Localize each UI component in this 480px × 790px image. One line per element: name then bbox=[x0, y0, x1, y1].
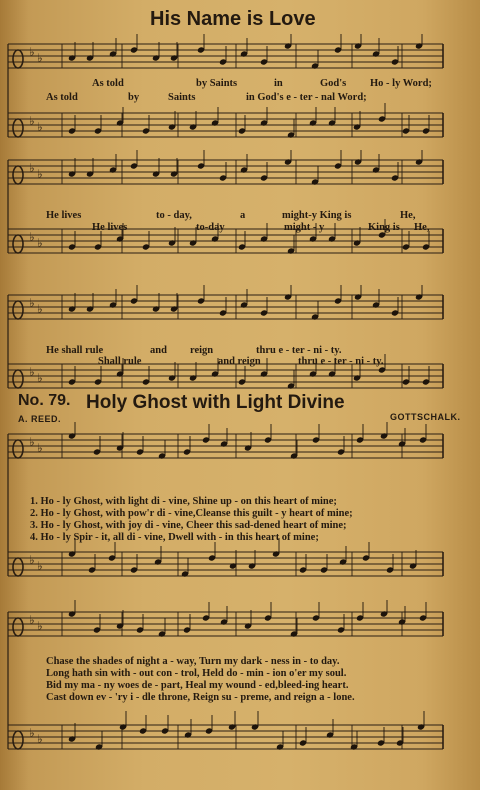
flat-icon: ♭ bbox=[37, 371, 43, 385]
flat-icon: ♭ bbox=[29, 613, 35, 627]
lyric-word: As told bbox=[46, 92, 78, 103]
lyric-word: in God's e - ter - nal Word; bbox=[246, 92, 367, 103]
lyric-word: Shall rule bbox=[98, 356, 142, 367]
lyric-word: in bbox=[274, 78, 283, 89]
flat-icon: ♭ bbox=[37, 167, 43, 181]
verse-line: Bid my ma - ny woes de - part, Heal my wound - ed,bleed-ing heart. bbox=[46, 680, 349, 691]
lyric-line: As told bbox=[92, 78, 124, 89]
clef-icon bbox=[13, 235, 23, 253]
lyric-word: to-day bbox=[196, 222, 225, 233]
hymn-title: His Name is Love bbox=[150, 8, 316, 30]
clef-icon bbox=[13, 731, 23, 749]
lyric-word: King is bbox=[368, 222, 400, 233]
lyric-word: to - day, bbox=[156, 210, 192, 221]
clef-icon bbox=[13, 558, 23, 576]
lyric-word: might - y bbox=[284, 222, 325, 233]
clef-icon bbox=[13, 618, 23, 636]
lyric-word: God's bbox=[320, 78, 347, 89]
verse-line: 4. Ho - ly Spir - it, all di - vine, Dwell with - in this heart of mine; bbox=[30, 532, 319, 543]
hymn-number: No. 79. bbox=[18, 392, 71, 409]
lyric-word: a bbox=[240, 210, 246, 221]
flat-icon: ♭ bbox=[29, 435, 35, 449]
lyric-word: might-y King is bbox=[282, 210, 352, 221]
clef-icon bbox=[13, 166, 23, 184]
lyric-word: by bbox=[128, 92, 140, 103]
flat-icon: ♭ bbox=[29, 553, 35, 567]
flat-icon: ♭ bbox=[37, 441, 43, 455]
lyric-word: He lives bbox=[92, 222, 128, 233]
verse-line: Cast down ev - 'ry i - dle throne, Reign su - preme, and reign a - lone. bbox=[46, 692, 355, 703]
verse-line: 2. Ho - ly Ghost, with pow'r di - vine,Cleanse this guilt - y heart of mine; bbox=[30, 508, 353, 519]
verse-line: Chase the shades of night a - way, Turn my dark - ness in - to day. bbox=[46, 656, 340, 667]
lyric-word: and bbox=[150, 345, 167, 356]
flat-icon: ♭ bbox=[29, 45, 35, 59]
clef-icon bbox=[13, 119, 23, 137]
lyric-word: He, bbox=[400, 210, 416, 221]
lyric-word: Saints bbox=[168, 92, 196, 103]
flat-icon: ♭ bbox=[29, 161, 35, 175]
flat-icon: ♭ bbox=[29, 365, 35, 379]
hymn-title: Holy Ghost with Light Divine bbox=[86, 392, 345, 413]
composer-credit: GOTTSCHALK. bbox=[390, 412, 461, 422]
clef-icon bbox=[13, 301, 23, 319]
lyric-word: He shall rule bbox=[46, 345, 104, 356]
lyric-word: thru e - ter - ni - ty. bbox=[298, 356, 384, 367]
verse-line: 1. Ho - ly Ghost, with light di - vine, Shine up - on this heart of mine; bbox=[30, 496, 337, 507]
lyric-word: He lives bbox=[46, 210, 82, 221]
flat-icon: ♭ bbox=[29, 230, 35, 244]
lyric-word: by Saints bbox=[196, 78, 238, 89]
flat-icon: ♭ bbox=[37, 51, 43, 65]
flat-icon: ♭ bbox=[37, 236, 43, 250]
verse-line: 3. Ho - ly Ghost, with joy di - vine, Cheer this sad-dened heart of mine; bbox=[30, 520, 347, 531]
lyric-word: thru e - ter - ni - ty. bbox=[256, 345, 342, 356]
lyric-word: He, bbox=[414, 222, 430, 233]
flat-icon: ♭ bbox=[29, 296, 35, 310]
flat-icon: ♭ bbox=[29, 726, 35, 740]
flat-icon: ♭ bbox=[29, 114, 35, 128]
clef-icon bbox=[13, 440, 23, 458]
flat-icon: ♭ bbox=[37, 120, 43, 134]
lyric-word: reign bbox=[190, 345, 214, 356]
clef-icon bbox=[13, 50, 23, 68]
flat-icon: ♭ bbox=[37, 732, 43, 746]
lyric-word: and reign bbox=[218, 356, 261, 367]
verse-line: Long hath sin with - out con - trol, Held do - min - ion o'er my soul. bbox=[46, 668, 347, 679]
clef-icon bbox=[13, 370, 23, 388]
author-credit: A. REED. bbox=[18, 414, 62, 424]
flat-icon: ♭ bbox=[37, 302, 43, 316]
flat-icon: ♭ bbox=[37, 619, 43, 633]
flat-icon: ♭ bbox=[37, 559, 43, 573]
lyric-word: Ho - ly Word; bbox=[370, 78, 432, 89]
